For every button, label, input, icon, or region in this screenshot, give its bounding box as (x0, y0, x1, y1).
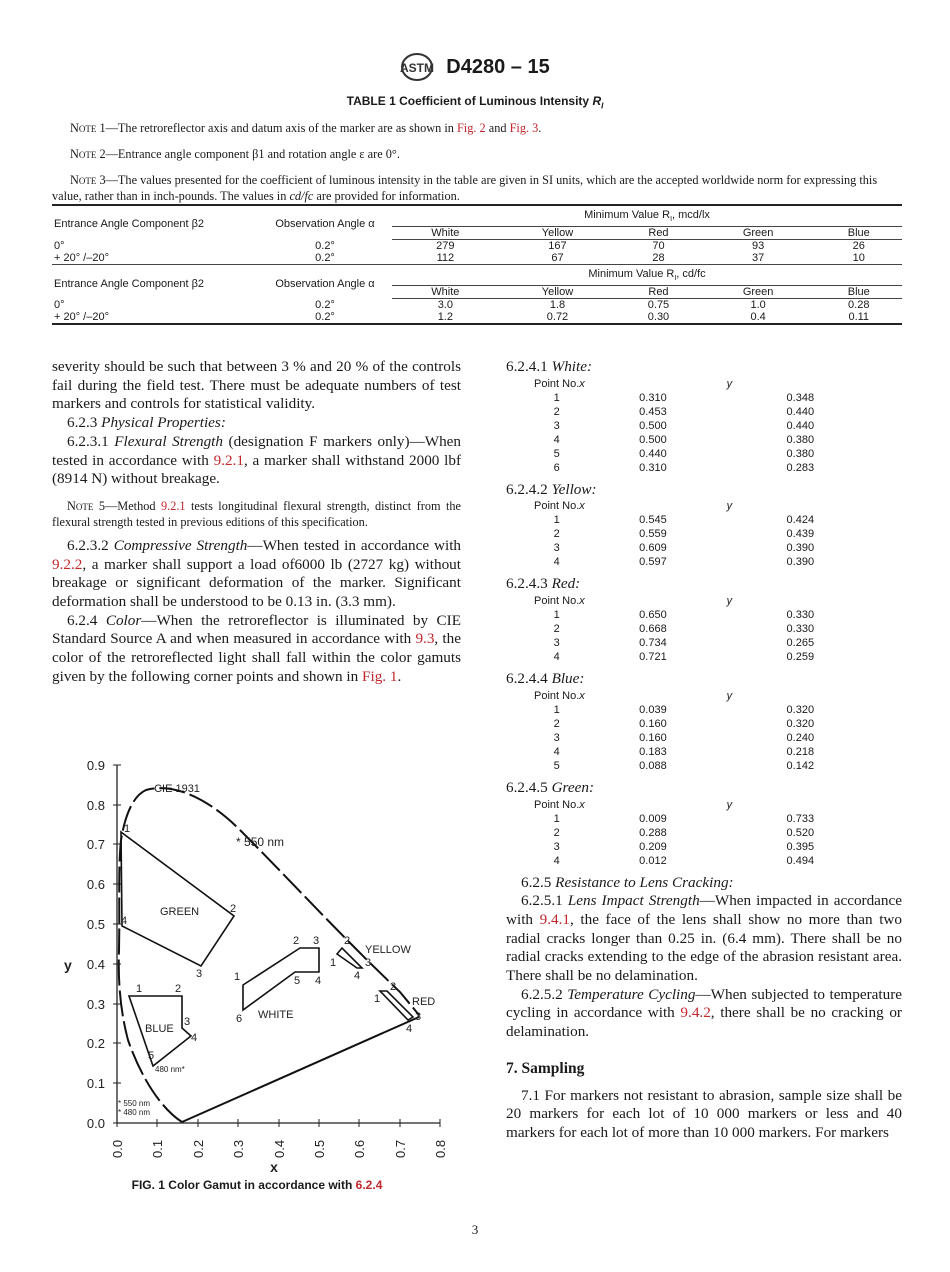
table-row: 3 0.160 0.240 (553, 731, 815, 744)
svg-text:4: 4 (315, 975, 322, 987)
svg-text:3: 3 (313, 935, 320, 947)
annot-480nm: 480 nm* (155, 1065, 185, 1074)
header-observation-angle: Observation Angle α (258, 265, 392, 299)
left-column (52, 358, 461, 687)
svg-text:3: 3 (196, 968, 203, 980)
link-9-2-2[interactable]: 9.2.2 (52, 555, 83, 573)
table-row: 2 0.668 0.330 (553, 623, 815, 636)
svg-text:0.1: 0.1 (86, 1076, 105, 1091)
label-white: WHITE (258, 1009, 294, 1021)
svg-text:4: 4 (121, 915, 128, 927)
svg-text:0.2: 0.2 (86, 1036, 105, 1051)
legend-480: * 480 nm (118, 1108, 151, 1117)
link-fig-3[interactable]: Fig. 3 (509, 121, 539, 135)
red-gamut (380, 991, 413, 1020)
x-axis-label: x (270, 1159, 278, 1175)
svg-text:0.3: 0.3 (86, 997, 105, 1012)
table-row: 4 0.183 0.218 (553, 745, 815, 758)
svg-text:1: 1 (374, 993, 381, 1005)
svg-text:2: 2 (293, 935, 300, 947)
svg-text:0.6: 0.6 (352, 1139, 367, 1158)
yellow-points-table: Point No. x y 1 0.545 0.424 2 0.559 0.439 3 0.609 0.390 4 0.597 0.390 (534, 499, 874, 569)
header-entrance-angle: Entrance Angle Component β2 (52, 265, 258, 299)
header-white: White (392, 286, 499, 299)
header-observation-angle: Observation Angle α (258, 205, 392, 240)
svg-text:0.0: 0.0 (86, 1116, 105, 1131)
section-6-2-4-5: 6.2.4.5 Green: (506, 778, 595, 796)
section-6-2-5-2: 6.2.5.2 Temperature Cycling—When subjected to temperature cycling in accordance with 9.4.2, there shall be no cracking or delamination. (506, 985, 902, 1041)
svg-text:0.7: 0.7 (393, 1139, 408, 1158)
blue-points-table: Point No. x y 1 0.039 0.320 2 0.160 0.320 3 0.160 0.240 4 0.183 0.218 5 0.088 0.142 (534, 689, 874, 773)
header-blue: Blue (816, 227, 902, 240)
section-6-2-4-4: 6.2.4.4 Blue: (506, 670, 585, 688)
svg-text:0.5: 0.5 (312, 1139, 327, 1158)
luminous-intensity-table (52, 204, 902, 325)
svg-text:0.7: 0.7 (86, 837, 105, 852)
svg-text:0.3: 0.3 (231, 1139, 246, 1158)
svg-text:6: 6 (236, 1013, 243, 1025)
link-9-4-2[interactable]: 9.4.2 (680, 1004, 711, 1022)
svg-text:0.0: 0.0 (110, 1139, 125, 1158)
table-row: 1 0.009 0.733 (553, 812, 815, 825)
table-row: + 20° /–20° 0.2° 1.2 0.72 0.30 0.4 0.11 (52, 311, 902, 324)
table-row: + 20° /–20° 0.2° 112 67 28 37 10 (54, 252, 865, 265)
table-row: 4 0.721 0.259 (553, 651, 815, 664)
svg-text:1: 1 (136, 983, 143, 995)
section-6-2-3-2: 6.2.3.2 Compressive Strength—When tested in accordance with 9.2.2, a marker shall support a load of6000 lb (2727 kg) without breakage or significant deformation of the marker. Significant deformation shall be understood to be 0.13 in. (3.3 mm). (52, 536, 462, 611)
svg-text:0.5: 0.5 (86, 917, 105, 932)
svg-text:2: 2 (390, 981, 397, 993)
header-green: Green (701, 227, 816, 240)
purple-line (182, 1017, 419, 1122)
table-row: 1 0.650 0.330 (553, 609, 815, 622)
link-6-2-4[interactable]: 6.2.4 (355, 1178, 383, 1192)
link-9-3[interactable]: 9.3 (415, 630, 435, 648)
header-green: Green (701, 286, 816, 299)
annot-550nm: * 550 nm (236, 835, 285, 849)
table-row: 5 0.088 0.142 (553, 759, 815, 772)
label-red: RED (412, 996, 436, 1008)
table-row: 1 0.545 0.424 (553, 514, 815, 527)
table-row: 1 0.039 0.320 (553, 703, 815, 716)
svg-text:0.9: 0.9 (86, 758, 105, 773)
section-6-2-3-1: 6.2.3.1 Flexural Strength (designation F markers only)—When tested in accordance with 9.2.1, a marker shall withstand 2000 lbf (8914 N) without breakage. (52, 432, 462, 488)
svg-text:4: 4 (406, 1023, 413, 1035)
svg-text:0.4: 0.4 (272, 1139, 287, 1158)
table-row: 1 0.310 0.348 (553, 391, 815, 404)
svg-text:4: 4 (354, 970, 361, 982)
label-blue: BLUE (145, 1023, 174, 1035)
green-points-table: Point No. x y 1 0.009 0.733 2 0.288 0.520 3 0.209 0.395 4 0.012 0.494 (534, 798, 874, 868)
svg-text:2: 2 (344, 935, 351, 947)
svg-text:2: 2 (230, 903, 237, 915)
svg-text:0.8: 0.8 (86, 798, 105, 813)
section-6-2-4-2: 6.2.4.2 Yellow: (506, 480, 597, 498)
figure-1-caption: FIG. 1 Color Gamut in accordance with 6.2.4 (131, 1178, 383, 1192)
y-tick-labels (87, 758, 105, 1131)
paragraph-severity: severity should be such that between 3 % and 20 % of the controls fail during the field test. There must be adequate numbers of test markers and controls for statistical validity. (52, 358, 461, 413)
label-yellow: YELLOW (365, 944, 411, 956)
white-gamut (243, 948, 322, 1010)
document-header (0, 52, 950, 82)
table-row: 3 0.500 0.440 (553, 419, 815, 432)
header-min-value-cdfc: Minimum Value $R_I$, cd/fc (392, 265, 902, 286)
red-points-table: Point No. x y 1 0.650 0.330 2 0.668 0.330 3 0.734 0.265 4 0.721 0.259 (534, 594, 874, 664)
svg-text:0.8: 0.8 (433, 1139, 448, 1158)
svg-text:1: 1 (124, 823, 131, 835)
svg-text:0.1: 0.1 (150, 1139, 165, 1158)
link-9-2-1[interactable]: 9.2.1 (160, 498, 186, 513)
document-designation: D4280 – 15 (446, 55, 550, 78)
table-row: 6 0.310 0.283 (553, 461, 815, 474)
svg-text:2: 2 (175, 983, 182, 995)
svg-text:3: 3 (415, 1011, 422, 1023)
table-row: 2 0.288 0.520 (553, 826, 815, 839)
note-5: Note 5—Method 9.2.1 tests longitudinal flexural strength, distinct from the flexural strength tested in previous editions of this specification. (52, 498, 461, 529)
table-row: 0° 0.2° 3.0 1.8 0.75 1.0 0.28 (54, 299, 870, 312)
white-points-table: Point No. x y 1 0.310 0.348 2 0.453 0.440 3 0.500 0.440 4 0.500 0.380 5 0.440 0.380 6 0.310 0.283 (534, 377, 874, 475)
header-entrance-angle: Entrance Angle Component β2 (52, 205, 258, 240)
y-axis-label: y (64, 957, 72, 973)
svg-text:0.2: 0.2 (191, 1139, 206, 1158)
svg-text:3: 3 (184, 1016, 191, 1028)
section-6-2-5: 6.2.5 Resistance to Lens Cracking: (521, 873, 734, 891)
astm-logo-icon (400, 52, 434, 82)
table-row: 4 0.597 0.390 (553, 556, 815, 569)
svg-text:1: 1 (330, 957, 337, 969)
section-6-2-4-1: 6.2.4.1 White: (506, 358, 593, 375)
table-row: 3 0.734 0.265 (553, 637, 815, 650)
section-7-heading: 7. Sampling (506, 1059, 585, 1077)
svg-text:0.4: 0.4 (86, 957, 105, 972)
svg-text:0.6: 0.6 (86, 877, 105, 892)
table-1-title: TABLE 1 Coefficient of Luminous Intensity $R_I$ (346, 94, 604, 111)
table-note-3: Note 3—The values presented for the coefficient of luminous intensity in the table are given in SI units, which are the accepted worldwide norm for expressing this value, rather than in inch-pounds. The values in cd/fc are provided for information. (52, 173, 878, 203)
svg-text:5: 5 (148, 1050, 155, 1062)
right-column (506, 358, 902, 1143)
chart-title: CIE 1931 (154, 783, 200, 795)
svg-text:5: 5 (294, 975, 301, 987)
header-red: Red (616, 286, 700, 299)
table-note-1: Note 1—The retroreflector axis and datum axis of the marker are as shown in Fig. 2 and Fig. 3. (70, 121, 542, 135)
label-green: GREEN (160, 906, 200, 918)
link-fig-2[interactable]: Fig. 2 (456, 121, 486, 135)
table-row: 3 0.609 0.390 (553, 542, 815, 555)
section-6-2-4-3: 6.2.4.3 Red: (506, 575, 581, 593)
link-fig-1[interactable]: Fig. 1 (362, 667, 398, 685)
x-tick-labels (110, 1140, 448, 1158)
table-row: 0° 0.2° 279 167 70 93 26 (54, 239, 865, 253)
header-yellow: Yellow (499, 227, 617, 240)
link-9-2-1[interactable]: 9.2.1 (213, 451, 244, 469)
header-min-value-mcd: Minimum Value $R_I$, mcd/lx (392, 205, 902, 227)
table-row: 3 0.209 0.395 (553, 840, 815, 853)
page-number: 3 (471, 1222, 479, 1237)
table-row: 5 0.440 0.380 (553, 447, 815, 460)
cie-1931-chart (52, 740, 462, 1210)
table-row: 4 0.012 0.494 (553, 854, 815, 867)
link-9-4-1[interactable]: 9.4.1 (539, 910, 570, 928)
table-row: 2 0.559 0.439 (553, 528, 815, 541)
table-row: 4 0.500 0.380 (553, 433, 815, 446)
header-white: White (392, 227, 499, 240)
section-6-2-3: 6.2.3 Physical Properties: (67, 414, 226, 432)
svg-text:ASTM: ASTM (400, 61, 435, 75)
section-7-1: 7.1 For markers not resistant to abrasion, sample size shall be 20 markers for each lot of 10 000 markers or less and 40 markers for each lot of more than 10 000 markers. For markers (506, 1086, 902, 1141)
svg-text:1: 1 (234, 971, 241, 983)
green-gamut (121, 832, 237, 966)
table-note-2: Note 2—Entrance angle component β1 and rotation angle ε are 0°. (70, 147, 400, 161)
header-yellow: Yellow (499, 286, 617, 299)
header-red: Red (616, 227, 700, 240)
header-blue: Blue (816, 286, 902, 299)
table-row: 2 0.453 0.440 (553, 405, 815, 418)
legend-550: * 550 nm (118, 1099, 151, 1108)
svg-text:4: 4 (191, 1032, 198, 1044)
table-row: 2 0.160 0.320 (553, 717, 815, 730)
section-6-2-5-1: 6.2.5.1 Lens Impact Strength—When impacted in accordance with 9.4.1, the face of the lens shall show no more than two radial cracks longer than 0.25 in. (6.4 mm). There shall be no radial cracks extending to the edge of the abrasion resistant area. There shall be no delamination. (506, 892, 903, 985)
section-6-2-4: 6.2.4 Color—When the retroreflector is illuminated by CIE Standard Source A and when measured in accordance with 9.3, the color of the retroreflected light shall fall within the color gamuts given by the following corner points and shown in Fig. 1. (52, 611, 462, 685)
svg-text:3: 3 (365, 957, 372, 969)
